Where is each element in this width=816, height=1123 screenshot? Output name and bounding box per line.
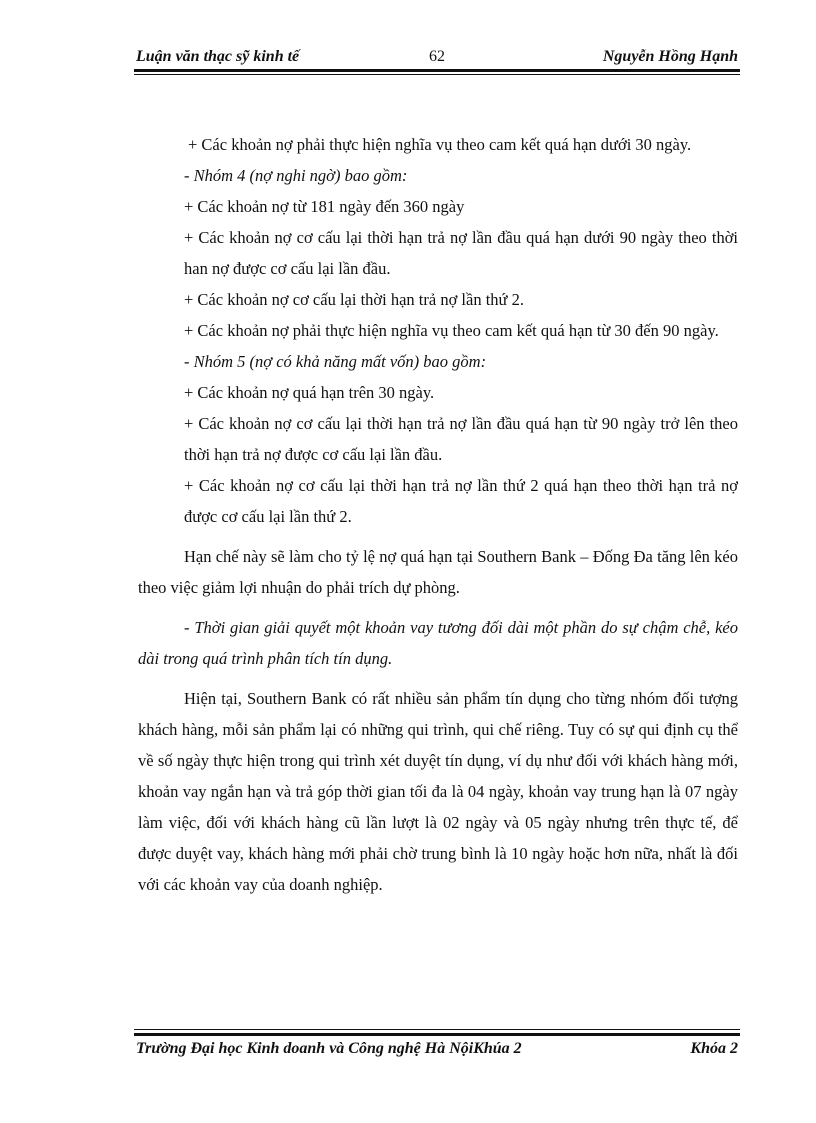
header-thesis-title: Luận văn thạc sỹ kinh tế	[136, 48, 300, 65]
paragraph-processing-time: - Thời gian giải quyết một khoản vay tương đối dài một phần do sự chậm chễ, kéo dài trong quá trình phân tích tín dụng.	[138, 618, 738, 668]
body-line-5: + Các khoản nợ cơ cấu lại thời hạn trả nợ lần thứ 2.	[184, 290, 524, 309]
body-line-4: + Các khoản nợ cơ cấu lại thời hạn trả nợ lần đầu quá hạn dưới 90 ngày theo thời han nợ được cơ cấu lại lần đầu.	[184, 228, 738, 278]
footer-rule-thin	[134, 1029, 740, 1030]
page-header	[136, 48, 738, 70]
footer-course: Khóa 2	[690, 1040, 738, 1057]
body-line-8: + Các khoản nợ quá hạn trên 30 ngày.	[184, 383, 435, 402]
body-line-6: + Các khoản nợ phải thực hiện nghĩa vụ theo cam kết quá hạn từ 30 đến 90 ngày.	[184, 321, 719, 340]
page-body	[138, 129, 738, 900]
footer-university: Trường Đại học Kinh doanh và Công nghệ Hà NộiKhúa 2	[136, 1040, 522, 1057]
header-author: Nguyễn Hồng Hạnh	[602, 48, 738, 65]
header-rule-thin	[134, 74, 740, 75]
body-line-3: + Các khoản nợ từ 181 ngày đến 360 ngày	[184, 197, 465, 216]
group-5-heading: - Nhóm 5 (nợ có khả năng mất vốn) bao gồm:	[184, 352, 487, 371]
header-rule-thick	[134, 69, 740, 72]
header-page-number: 62	[429, 48, 445, 65]
footer-rule-thick	[134, 1033, 740, 1036]
paragraph-limitation: Hạn chế này sẽ làm cho tỷ lệ nợ quá hạn tại Southern Bank – Đống Đa tăng lên kéo theo việc giảm lợi nhuận do phải trích dự phòng.	[138, 547, 738, 597]
body-line-10: + Các khoản nợ cơ cấu lại thời hạn trả nợ lần thứ 2 quá hạn theo thời hạn trả nợ được cơ cấu lại lần thứ 2.	[184, 476, 738, 526]
paragraph-current-state: Hiện tại, Southern Bank có rất nhiều sản phẩm tín dụng cho từng nhóm đối tượng khách hàng, mỗi sản phẩm lại có những qui trình, qui chế riêng. Tuy có sự qui định cụ thể về số ngày thực hiện trong qui trình xét duyệt tín dụng, ví dụ như đối với khách hàng mới, khoản vay ngắn hạn và trả góp thời gian tối đa là 04 ngày, khoản vay trung hạn là 07 ngày làm việc, đối với khách hàng cũ lần lượt là 02 ngày và 05 ngày nhưng trên thực tế, để được duyệt vay, khách hàng mới phải chờ trung bình là 10 ngày hoặc hơn nữa, nhất là đối với các khoản vay của doanh nghiệp.	[138, 689, 738, 894]
page-footer	[136, 1040, 738, 1062]
body-line-9: + Các khoản nợ cơ cấu lại thời hạn trả nợ lần đầu quá hạn từ 90 ngày trở lên theo thời hạn trả nợ được cơ cấu lại lần đầu.	[184, 414, 738, 464]
body-line-1: + Các khoản nợ phải thực hiện nghĩa vụ theo cam kết quá hạn dưới 30 ngày.	[188, 135, 692, 154]
group-4-heading: - Nhóm 4 (nợ nghi ngờ) bao gồm:	[184, 166, 408, 185]
